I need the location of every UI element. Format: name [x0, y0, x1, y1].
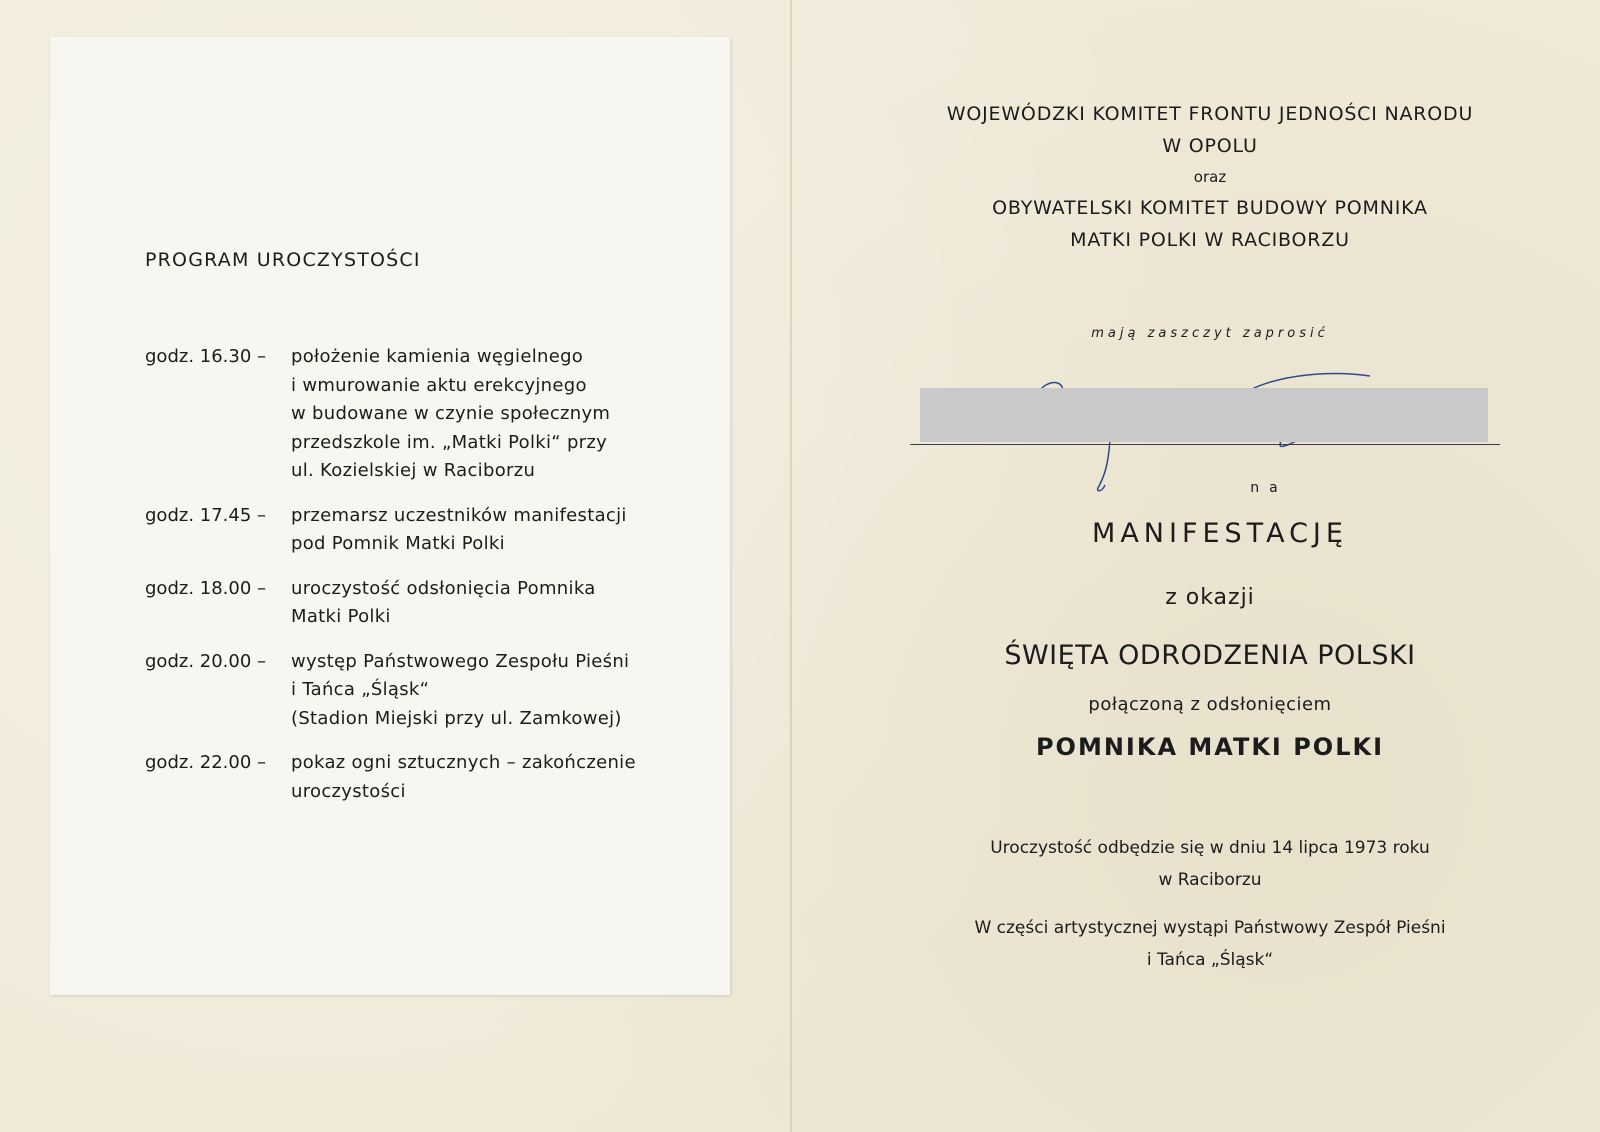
entry-description-line: pod Pomnik Matki Polki — [291, 533, 505, 554]
entry-description — [291, 343, 705, 486]
redaction-box — [920, 388, 1488, 442]
entry-description-line: przedszkole im. „Matki Polki“ przy — [291, 431, 608, 453]
entry-time: godz. 22.00 – — [145, 752, 267, 773]
program-entry — [145, 502, 705, 559]
entry-time: godz. 20.00 – — [145, 650, 267, 672]
entry-description-line: przemarsz uczestników manifestacji — [291, 504, 627, 526]
preposition-na: na — [1250, 480, 1288, 496]
program-entry — [145, 343, 705, 486]
page-fold — [790, 0, 792, 1132]
organizer-1-line-2: W OPOLU — [1162, 135, 1258, 157]
occasion-text: z okazji — [1165, 585, 1255, 610]
entry-time: godz. 17.45 – — [145, 504, 267, 526]
entry-description-line: położenie kamienia węgielnego — [291, 346, 584, 367]
date-line-1: Uroczystość odbędzie się w dniu 14 lipca 1973 roku — [990, 838, 1430, 858]
entry-description-line: (Stadion Miejski przy ul. Zamkowej) — [291, 707, 622, 729]
program-card — [50, 37, 730, 995]
date-line-2: w Raciborzu — [1158, 870, 1262, 890]
holiday-title: ŚWIĘTA ODRODZENIA POLSKI — [1004, 640, 1416, 671]
entry-description-line: ul. Kozielskiej w Raciborzu — [291, 460, 536, 481]
entry-description — [291, 575, 705, 632]
entry-time: godz. 16.30 – — [145, 346, 267, 367]
conjunction: oraz — [1193, 168, 1227, 186]
entry-description-line: uroczystość odsłonięcia Pomnika — [291, 577, 596, 599]
artistic-program-text — [900, 912, 1520, 976]
program-entry — [145, 575, 705, 632]
entry-description-line: występ Państwowego Zespołu Pieśni — [291, 650, 630, 672]
entry-description-line: i wmurowanie aktu erekcyjnego — [291, 374, 587, 396]
organizer-1-line-1: WOJEWÓDZKI KOMITET FRONTU JEDNOŚCI NARODU — [946, 103, 1474, 125]
main-title: MANIFESTACJĘ — [1092, 518, 1348, 549]
artistic-line-1: W części artystycznej wystąpi Państwowy Zespół Pieśni — [974, 918, 1446, 938]
date-text — [900, 832, 1520, 896]
entry-description-line: w budowane w czynie społecznym — [291, 403, 611, 424]
entry-description — [291, 502, 705, 559]
artistic-line-2: i Tańca „Śląsk“ — [1146, 950, 1274, 970]
entry-description-line: uroczystości — [291, 780, 406, 802]
honour-text: mają zaszczyt zaprosić — [1091, 326, 1329, 341]
organizers-block — [900, 98, 1520, 256]
combined-with-text: połączoną z odsłonięciem — [1088, 694, 1332, 715]
program-entry — [145, 648, 705, 734]
entry-description-line: i Tańca „Śląsk“ — [291, 679, 430, 700]
name-underline — [910, 444, 1500, 445]
program-title: PROGRAM UROCZYSTOŚCI — [145, 249, 421, 271]
program-entry — [145, 749, 705, 806]
entry-time: godz. 18.00 – — [145, 577, 267, 599]
organizer-2-line-1: OBYWATELSKI KOMITET BUDOWY POMNIKA — [992, 197, 1428, 219]
organizer-2-line-2: MATKI POLKI W RACIBORZU — [1070, 229, 1350, 251]
entry-description — [291, 648, 705, 734]
monument-title: POMNIKA MATKI POLKI — [1035, 733, 1385, 761]
entry-description-line: pokaz ogni sztucznych – zakończenie — [291, 752, 636, 773]
entry-description — [291, 749, 705, 806]
recipient-name-field — [920, 388, 1500, 448]
program-list — [145, 343, 705, 822]
entry-description-line: Matki Polki — [291, 606, 391, 627]
